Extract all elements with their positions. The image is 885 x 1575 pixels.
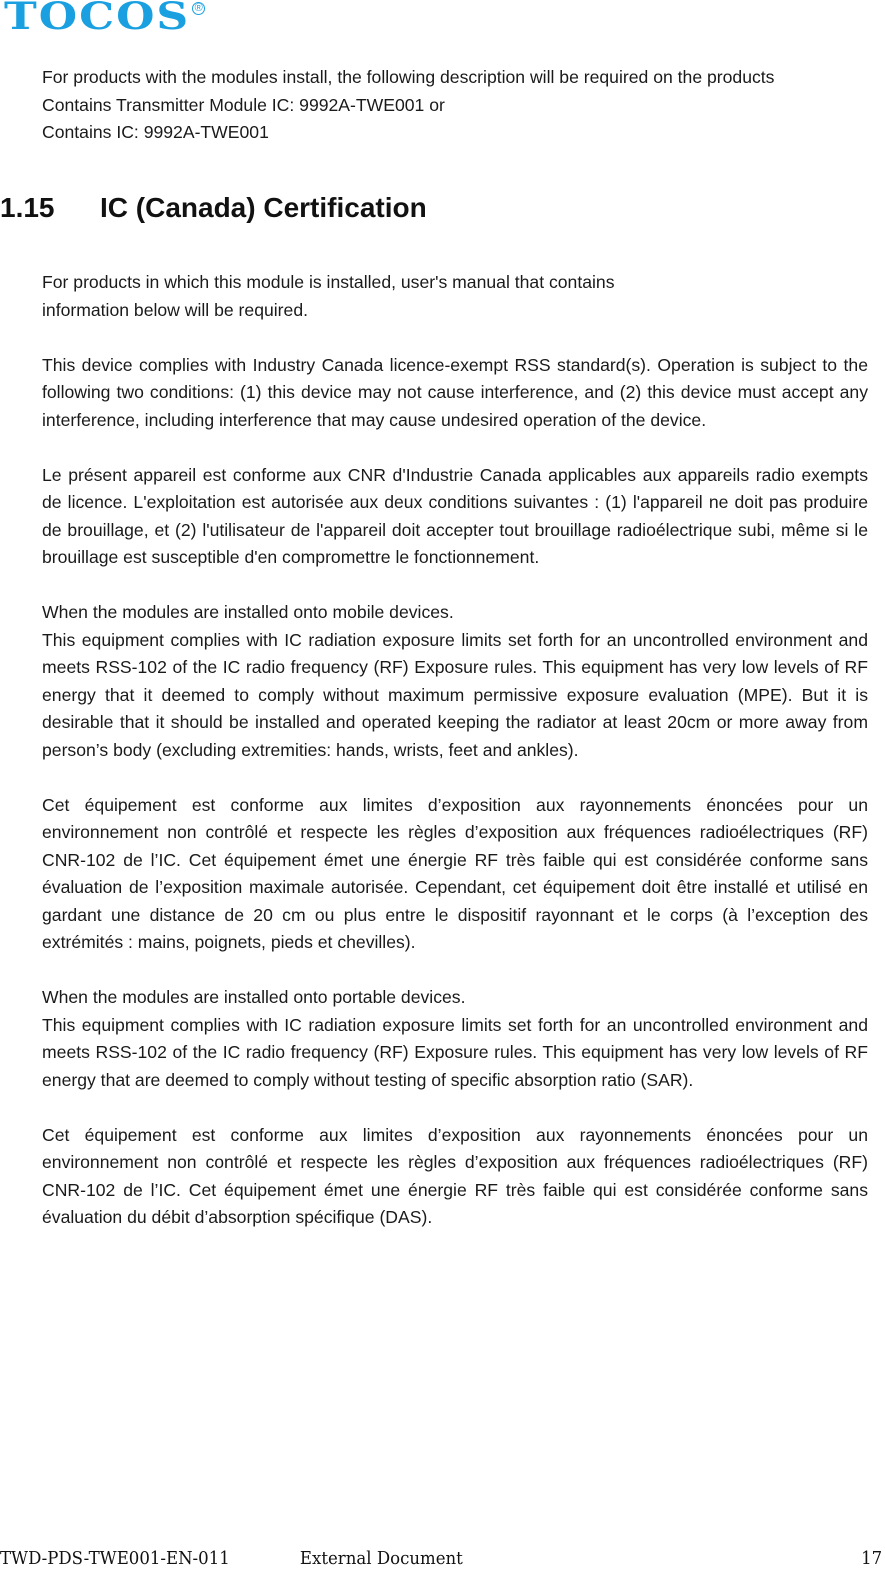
paragraph-compliance-en: This device complies with Industry Canada licence-exempt RSS standard(s). Operation is subject to the following two conditions: (1) this device may not cause interference, and (2) this device must accept any interference, including interference that may cause undesired operation of the device. [42, 354, 868, 430]
logo-wordmark: TOCOS [4, 0, 191, 39]
paragraph-compliance-fr: Le présent appareil est conforme aux CNR d'Industrie Canada applicables aux appareils radio exempts de licence. L'exploitation est autorisée aux deux conditions suivantes : (1) l'appareil ne doit pas produire de brouillage, et (2) l'utilisateur de l'appareil doit accepter tout brouillage radioélectrique subi, même si le brouillage est susceptible d'en compromettre le fonctionnement. [42, 464, 868, 567]
paragraph-mobile-fr: Cet équipement est conforme aux limites d’exposition aux rayonnements énoncées pour un environnement non contrôlé et respecte les règles d’exposition aux fréquences radioélectriques (RF) CNR-102 de l’IC. Cet équipement émet une énergie RF très faible qui est considérée conforme sans évaluation de l’exposition maximale autorisée. Cependant, cet équipement doit être installé et utilisé en gardant une distance de 20 cm ou plus entre le dispositif rayonnant et le corps (à l’exception des extrémités : mains, poignets, pieds et chevilles). [42, 794, 868, 952]
section-heading [0, 192, 427, 224]
page-number: 17 [861, 1548, 883, 1569]
paragraph-manual-intro-cont: information below will be required. [42, 299, 308, 320]
section-number: 1.15 [0, 192, 55, 223]
registered-mark-icon: ® [192, 2, 205, 15]
paragraph-portable-title: When the modules are installed onto portable devices. [42, 987, 466, 1007]
document-body [42, 64, 868, 147]
paragraph-manual-intro: For products in which this module is installed, user's manual that contains [42, 272, 615, 292]
intro-line-ic: Contains IC: 9992A-TWE001 [42, 122, 269, 142]
intro-paragraph: For products with the modules install, the following description will be required on the products [42, 67, 775, 87]
paragraph-mobile-title: When the modules are installed onto mobile devices. [42, 602, 454, 622]
tocos-logo [4, 0, 205, 44]
section-title: IC (Canada) Certification [100, 192, 427, 223]
document-classification: External Document [299, 1548, 463, 1569]
paragraph-mobile-en: This equipment complies with IC radiation exposure limits set forth for an uncontrolled environment and meets RSS-102 of the IC radio frequency (RF) Exposure rules. This equipment has very low levels of RF energy that it deemed to comply without maximum permissive exposure evaluation (MPE). But it is desirable that it should be installed and operated keeping the radiator at least 20cm or more away from person’s body (excluding extremities: hands, wrists, feet and ankles). [42, 629, 868, 760]
paragraph-portable-fr: Cet équipement est conforme aux limites d’exposition aux rayonnements énoncées pour un environnement non contrôlé et respecte les règles d’exposition aux fréquences radioélectriques (RF) CNR-102 de l’IC. Cet équipement émet une énergie RF très faible qui est considérée conforme sans évaluation du débit d’absorption spécifique (DAS). [42, 1124, 868, 1227]
document-id: TWD-PDS-TWE001-EN-011 [0, 1548, 230, 1569]
section-body [42, 269, 868, 1232]
paragraph-portable-en: This equipment complies with IC radiation exposure limits set forth for an uncontrolled environment and meets RSS-102 of the IC radio frequency (RF) Exposure rules. This equipment has very low levels of RF energy that are deemed to comply without testing of specific absorption ratio (SAR). [42, 1014, 868, 1090]
intro-line-module: Contains Transmitter Module IC: 9992A-TWE001 or [42, 94, 445, 115]
